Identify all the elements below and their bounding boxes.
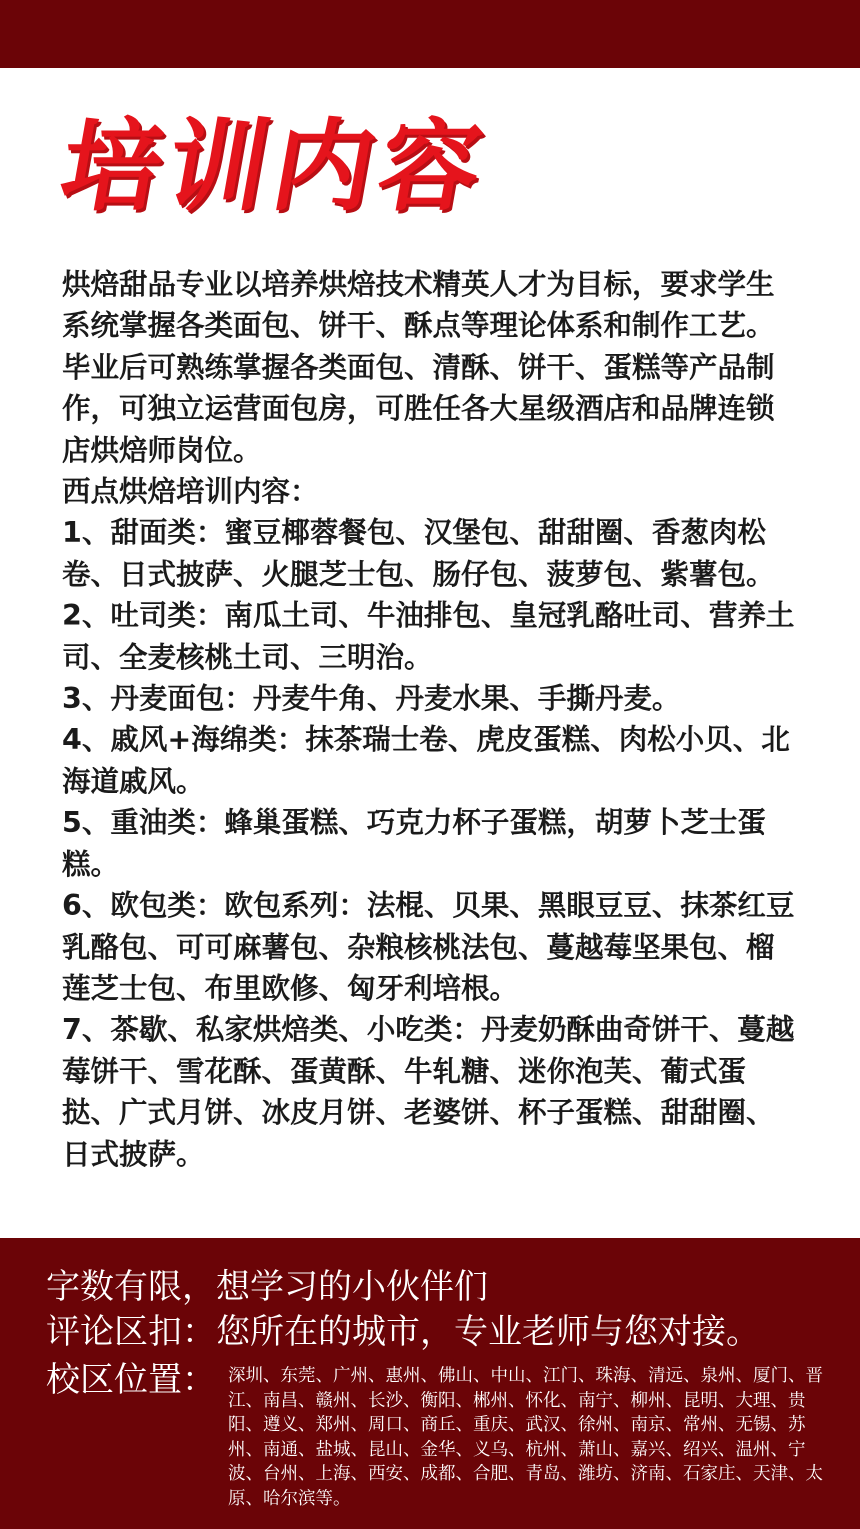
list-item: 3、丹麦面包：丹麦牛角、丹麦水果、手撕丹麦。 bbox=[62, 682, 681, 716]
list-item: 6、欧包类：欧包系列：法棍、贝果、黑眼豆豆、抹茶红豆乳酪包、可可麻薯包、杂粮核桃法包、蔓越莓坚果包、榴莲芝士包、布里欧修、匈牙利培根。 bbox=[62, 889, 795, 1005]
intro-paragraph: 烘焙甜品专业以培养烘焙技术精英人才为目标，要求学生系统掌握各类面包、饼干、酥点等理论体系和制作工艺。毕业后可熟练掌握各类面包、清酥、饼干、蛋糕等产品制作，可独立运营面包房，可胜任各大星级酒店和品牌连锁店烘焙师岗位。 bbox=[62, 268, 775, 467]
training-content bbox=[62, 264, 802, 1175]
list-item: 4、戚风+海绵类：抹茶瑞士卷、虎皮蛋糕、肉松小贝、北海道戚风。 bbox=[62, 723, 790, 798]
footer-banner bbox=[0, 1238, 860, 1529]
campus-label: 校区位置： bbox=[46, 1360, 216, 1400]
section-heading: 西点烘焙培训内容： bbox=[62, 475, 319, 509]
list-item: 7、茶歇、私家烘焙类、小吃类：丹麦奶酥曲奇饼干、蔓越莓饼干、雪花酥、蛋黄酥、牛轧糖、迷你泡芙、葡式蛋挞、广式月饼、冰皮月饼、老婆饼、杯子蛋糕、甜甜圈、日式披萨。 bbox=[62, 1013, 795, 1171]
list-item: 1、甜面类：蜜豆椰蓉餐包、汉堡包、甜甜圈、香葱肉松卷、日式披萨、火腿芝士包、肠仔包、菠萝包、紫薯包。 bbox=[62, 516, 775, 591]
footer-line-limit: 字数有限，想学习的小伙伴们 bbox=[46, 1267, 488, 1307]
campus-city-list: 深圳、东莞、广州、惠州、佛山、中山、江门、珠海、清远、泉州、厦门、晋江、南昌、赣州、长沙、衡阳、郴州、怀化、南宁、柳州、昆明、大理、贵阳、遵义、郑州、周口、商丘、重庆、武汉、徐州、南京、常州、无锡、苏州、南通、盐城、昆山、金华、义乌、杭州、萧山、嘉兴、绍兴、温州、宁波、台州、上海、西安、成都、合肥、青岛、潍坊、济南、石家庄、天津、太原、哈尔滨等。 bbox=[228, 1366, 823, 1509]
list-item: 2、吐司类：南瓜土司、牛油排包、皇冠乳酪吐司、营养土司、全麦核桃土司、三明治。 bbox=[62, 599, 795, 674]
page-title: 培训内容 bbox=[51, 108, 497, 225]
footer-line-comment: 评论区扣：您所在的城市，专业老师与您对接。 bbox=[46, 1312, 760, 1352]
list-item: 5、重油类：蜂巢蛋糕、巧克力杯子蛋糕，胡萝卜芝士蛋糕。 bbox=[62, 806, 766, 881]
top-banner bbox=[0, 0, 860, 68]
